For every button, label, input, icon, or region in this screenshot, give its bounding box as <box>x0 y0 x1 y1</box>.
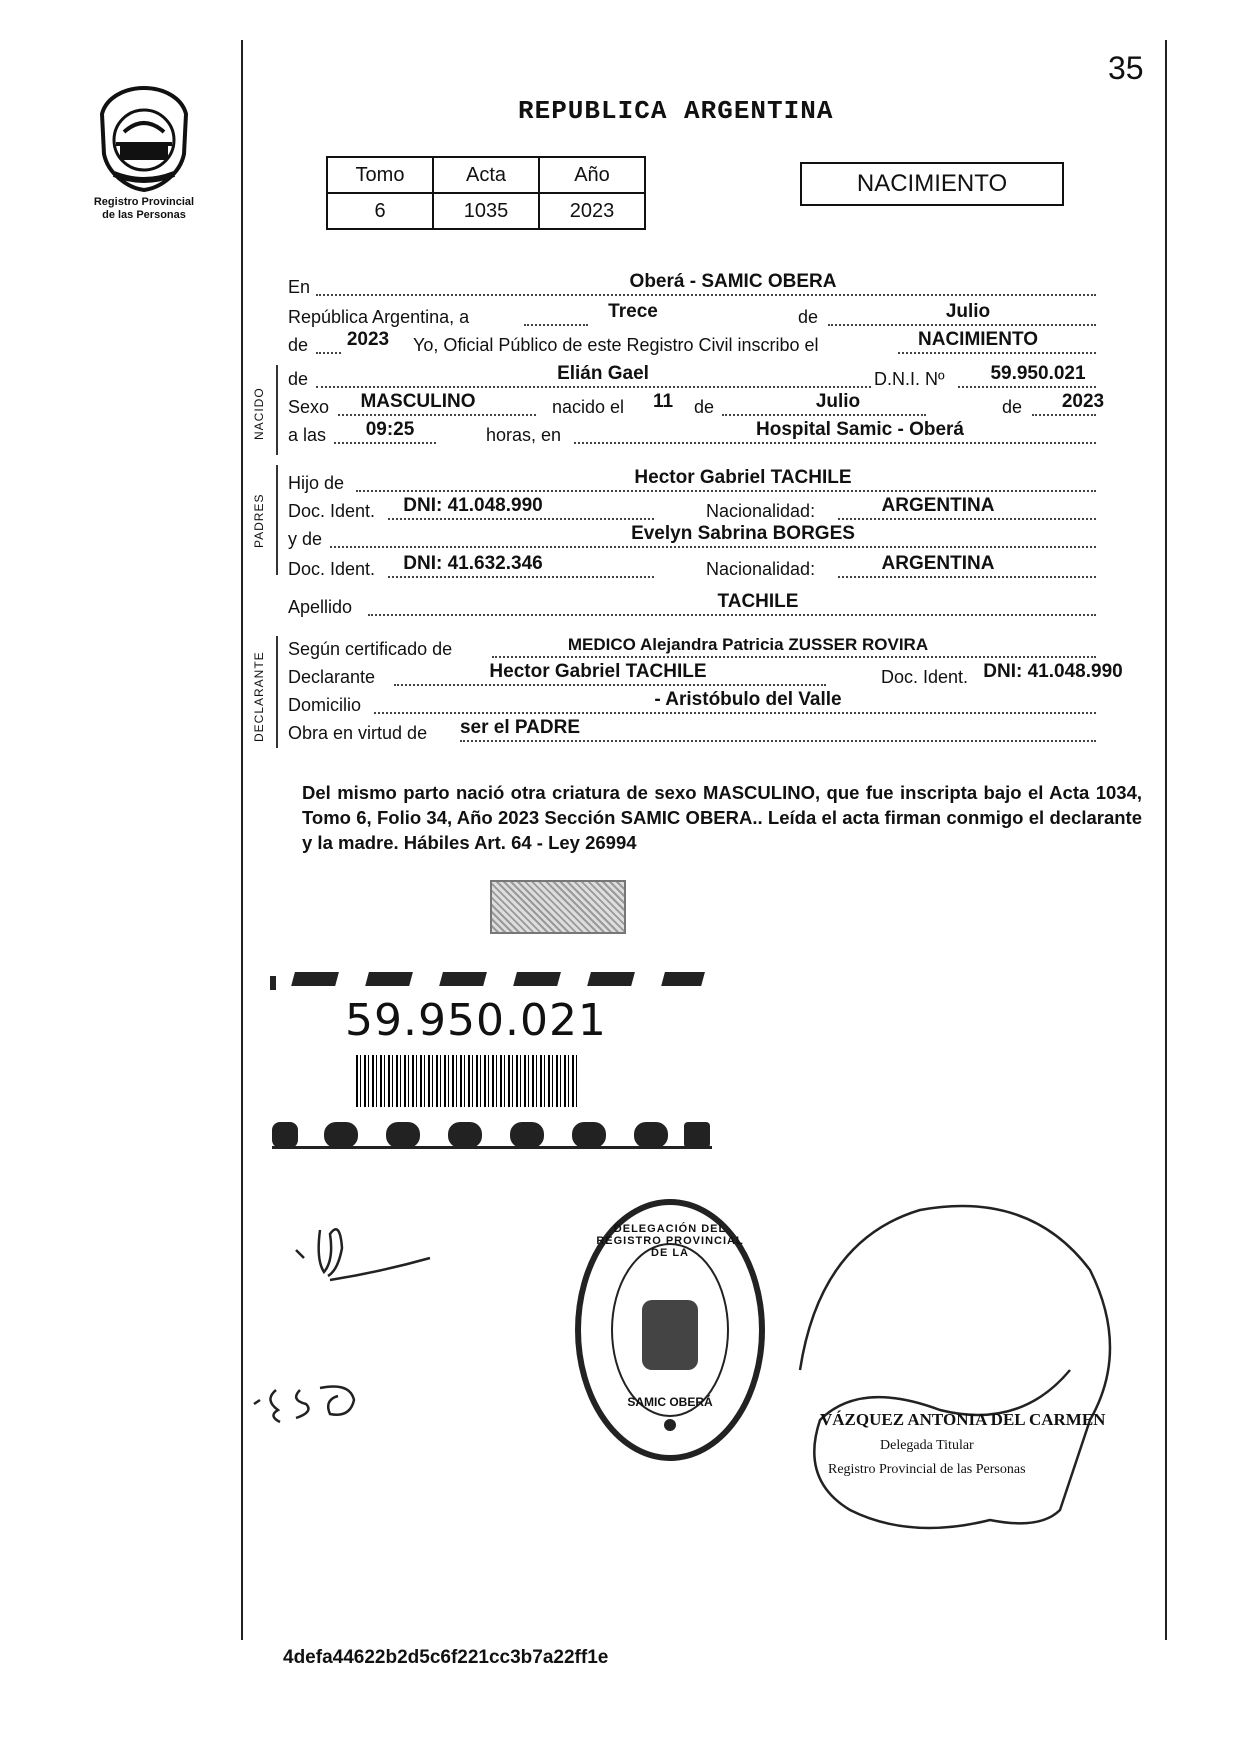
page-number: 35 <box>1108 50 1144 86</box>
acta-value-anio: 2023 <box>539 193 645 229</box>
label-dni: D.N.I. Nº <box>874 369 945 389</box>
security-band-bottom <box>272 1118 717 1152</box>
delegate-role: Delegada Titular <box>880 1438 974 1453</box>
row-madre <box>288 524 1096 550</box>
record-type-box: NACIMIENTO <box>800 162 1064 206</box>
value-padre: Hector Gabriel TACHILE <box>634 467 852 488</box>
acta-header-tomo: Tomo <box>327 157 433 193</box>
row-oficial <box>288 330 1096 356</box>
section-label-padres: PADRES <box>252 493 266 548</box>
acta-value-acta: 1035 <box>433 193 539 229</box>
value-padre-nacionalidad: ARGENTINA <box>881 495 995 516</box>
value-nac-dia: 11 <box>652 391 674 412</box>
value-mes: Julio <box>945 301 991 322</box>
label-de-mes: de <box>798 307 819 327</box>
row-obra <box>288 718 1096 744</box>
label-hijo-de: Hijo de <box>288 473 345 493</box>
label-republica: República Argentina, a <box>288 307 470 327</box>
registry-logo <box>88 84 200 222</box>
value-declarante-doc: DNI: 41.048.990 <box>983 661 1123 682</box>
label-doc-ident-padre: Doc. Ident. <box>288 501 376 521</box>
value-madre-nacionalidad: ARGENTINA <box>881 553 995 574</box>
label-y-de: y de <box>288 529 323 549</box>
label-de-nombre: de <box>288 369 309 389</box>
acta-header-acta: Acta <box>433 157 539 193</box>
label-de-nac-anio: de <box>1002 397 1023 417</box>
section-label-nacido: NACIDO <box>252 387 266 440</box>
row-sexo <box>288 391 1105 418</box>
value-anio: 2023 <box>346 329 390 350</box>
label-nacido-el: nacido el <box>552 397 625 417</box>
page-title: REPUBLICA ARGENTINA <box>518 96 834 126</box>
row-nombre <box>288 364 1096 390</box>
shield-emblem <box>94 84 194 192</box>
value-nombre: Elián Gael <box>557 363 649 384</box>
label-doc-ident-declarante: Doc. Ident. <box>881 667 969 687</box>
dni-large-number: 59.950.021 <box>345 995 607 1046</box>
value-domicilio: - Aristóbulo del Valle <box>654 689 842 710</box>
label-doc-ident-madre: Doc. Ident. <box>288 559 376 579</box>
row-fecha <box>288 302 1096 328</box>
stamp-date-text <box>555 896 561 918</box>
row-apellido <box>288 592 1096 618</box>
handwritten-signature-2 <box>250 1360 370 1430</box>
value-apellido: TACHILE <box>717 591 799 612</box>
label-de-anio: de <box>288 335 309 355</box>
handwritten-signature-1 <box>290 1200 440 1290</box>
seal-bottom-text: SAMIC OBERÁ <box>627 1395 713 1409</box>
label-obra-en-virtud: Obra en virtud de <box>288 723 428 743</box>
value-tipo-inscripcion: NACIMIENTO <box>918 329 1038 350</box>
value-madre-doc: DNI: 41.632.346 <box>403 553 543 574</box>
label-nacionalidad-padre: Nacionalidad: <box>706 501 816 521</box>
birth-note: Del mismo parto nació otra criatura de sexo MASCULINO, que fue inscripta bajo el Acta 1034, Tomo 6, Folio 34, Año 2023 Sección SAMIC OBERA.. Leída el acta firman conmigo el declarante y la madre. Hábiles Art. 64 - Ley 26994 <box>302 782 1142 853</box>
label-horas-en: horas, en <box>486 425 562 445</box>
value-sexo: MASCULINO <box>360 391 476 412</box>
value-dia: Trece <box>608 301 658 322</box>
value-lugar-inscripcion: Oberá - SAMIC OBERA <box>629 271 837 292</box>
seal-round-text: DELEGACIÓN DEL REGISTRO PROVINCIAL DE LA <box>596 1223 744 1259</box>
value-declarante: Hector Gabriel TACHILE <box>489 661 707 682</box>
acta-value-tomo: 6 <box>327 193 433 229</box>
official-round-seal <box>570 1195 770 1465</box>
signature-loop <box>790 1180 1130 1540</box>
org-name-line1: Registro Provincial <box>93 196 195 208</box>
row-padre <box>288 468 1096 494</box>
row-certificado <box>288 634 1096 660</box>
security-band-top <box>270 968 710 994</box>
label-a-las: a las <box>288 425 327 445</box>
left-margin-line <box>241 40 243 1640</box>
label-apellido: Apellido <box>288 597 353 617</box>
value-hora: 09:25 <box>365 419 415 440</box>
value-dni: 59.950.021 <box>990 363 1086 384</box>
right-margin-line <box>1165 40 1167 1640</box>
delegate-name: VÁZQUEZ ANTONIA DEL CARMEN <box>820 1410 1106 1429</box>
value-obra: ser el PADRE <box>459 717 581 738</box>
section-label-declarante: DECLARANTE <box>252 651 266 742</box>
value-nac-anio: 2023 <box>1061 391 1105 412</box>
org-name-line2: de las Personas <box>102 209 186 221</box>
section-bar-declarante <box>276 636 278 748</box>
section-bar-padres <box>276 465 278 575</box>
security-date-stamp <box>490 880 626 934</box>
row-madre-doc <box>288 554 1096 580</box>
row-en <box>288 272 1096 298</box>
document-hash: 4defa44622b2d5c6f221cc3b7a22ff1e <box>283 1647 609 1668</box>
row-declarante <box>288 661 1123 688</box>
acta-header-anio: Año <box>539 157 645 193</box>
value-certificado: MEDICO Alejandra Patricia ZUSSER ROVIRA <box>567 635 929 654</box>
row-hora <box>288 420 1096 446</box>
row-domicilio <box>288 690 1096 716</box>
label-sexo: Sexo <box>288 397 330 417</box>
label-domicilio: Domicilio <box>288 695 362 715</box>
label-nacionalidad-madre: Nacionalidad: <box>706 559 816 579</box>
dni-barcode <box>356 1055 578 1107</box>
label-declarante: Declarante <box>288 667 376 687</box>
label-de-nac-mes: de <box>694 397 715 417</box>
label-segun-certificado: Según certificado de <box>288 639 453 659</box>
value-madre: Evelyn Sabrina BORGES <box>631 523 855 544</box>
section-bar-nacido <box>276 365 278 455</box>
acta-table <box>326 156 646 230</box>
row-padre-doc <box>288 496 1096 522</box>
value-nac-mes: Julio <box>815 391 861 412</box>
label-oficial: Yo, Oficial Público de este Registro Civil inscribo el <box>413 335 819 355</box>
delegate-org: Registro Provincial de las Personas <box>828 1462 1026 1477</box>
label-en: En <box>288 277 311 297</box>
value-padre-doc: DNI: 41.048.990 <box>403 495 543 516</box>
value-lugar-nacimiento: Hospital Samic - Oberá <box>755 419 965 440</box>
